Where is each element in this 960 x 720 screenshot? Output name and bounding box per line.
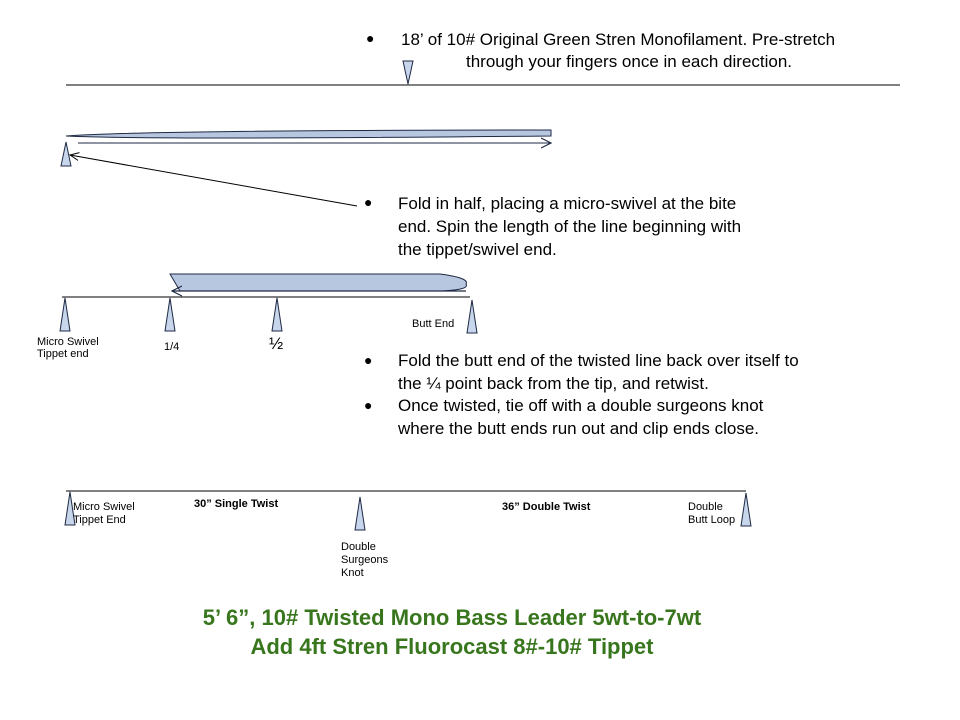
label-loop-double: Double bbox=[688, 501, 723, 513]
center-marker-triangle bbox=[403, 61, 413, 84]
step4-line1: Once twisted, tie off with a double surgeons knot bbox=[398, 396, 764, 415]
knot-marker bbox=[355, 497, 365, 530]
step2-line3: the tippet/swivel end. bbox=[398, 240, 557, 259]
butt-loop-marker bbox=[741, 493, 751, 526]
step4-line2: where the butt ends run out and clip ends close. bbox=[398, 419, 760, 438]
label-knot-double: Double bbox=[341, 541, 376, 553]
leader-title-line2: Add 4ft Stren Fluorocast 8#-10# Tippet bbox=[250, 634, 654, 659]
bullet-step1: ● bbox=[366, 30, 375, 46]
bullet-step2: ● bbox=[364, 194, 373, 210]
swivel-marker-triangle bbox=[61, 142, 71, 166]
bullet-step3: ● bbox=[364, 352, 373, 368]
step3-line2: the ¼ point back from the tip, and retwist. bbox=[398, 374, 709, 393]
bullet-step4: ● bbox=[364, 397, 373, 413]
label-half: ½ bbox=[269, 334, 284, 353]
pointer-arrow bbox=[70, 155, 357, 206]
twisted-line-shape bbox=[170, 274, 466, 291]
label-micro-swivel: Micro Swivel bbox=[37, 336, 99, 348]
quarter-marker bbox=[165, 298, 175, 331]
label-quarter: 1/4 bbox=[164, 341, 180, 353]
step2-line1: Fold in half, placing a micro-swivel at the bite bbox=[398, 194, 737, 213]
swivel-tippet-marker bbox=[60, 298, 70, 331]
label-butt-end: Butt End bbox=[412, 318, 455, 330]
step1-line1: 18’ of 10# Original Green Stren Monofilament. Pre-stretch bbox=[401, 30, 836, 49]
label-single-twist: 30” Single Twist bbox=[194, 498, 279, 510]
half-marker bbox=[272, 298, 282, 331]
folded-line-shape bbox=[66, 130, 551, 138]
butt-end-marker bbox=[467, 300, 477, 333]
step2-line2: end. Spin the length of the line beginning with bbox=[398, 217, 742, 236]
final-label-tippet-end: Tippet End bbox=[73, 514, 126, 526]
step1-line2: through your fingers once in each direction. bbox=[466, 52, 793, 71]
label-double-twist: 36” Double Twist bbox=[502, 501, 591, 513]
final-label-micro-swivel: Micro Swivel bbox=[73, 501, 135, 513]
label-knot-knot: Knot bbox=[341, 567, 364, 579]
step3-line1: Fold the butt end of the twisted line back over itself to bbox=[398, 351, 799, 370]
label-knot-surgeons: Surgeons bbox=[341, 554, 389, 566]
label-tippet-end: Tippet end bbox=[37, 348, 89, 360]
label-loop-butt: Butt Loop bbox=[688, 514, 736, 526]
leader-title-line1: 5’ 6”, 10# Twisted Mono Bass Leader 5wt-to-7wt bbox=[202, 605, 702, 630]
